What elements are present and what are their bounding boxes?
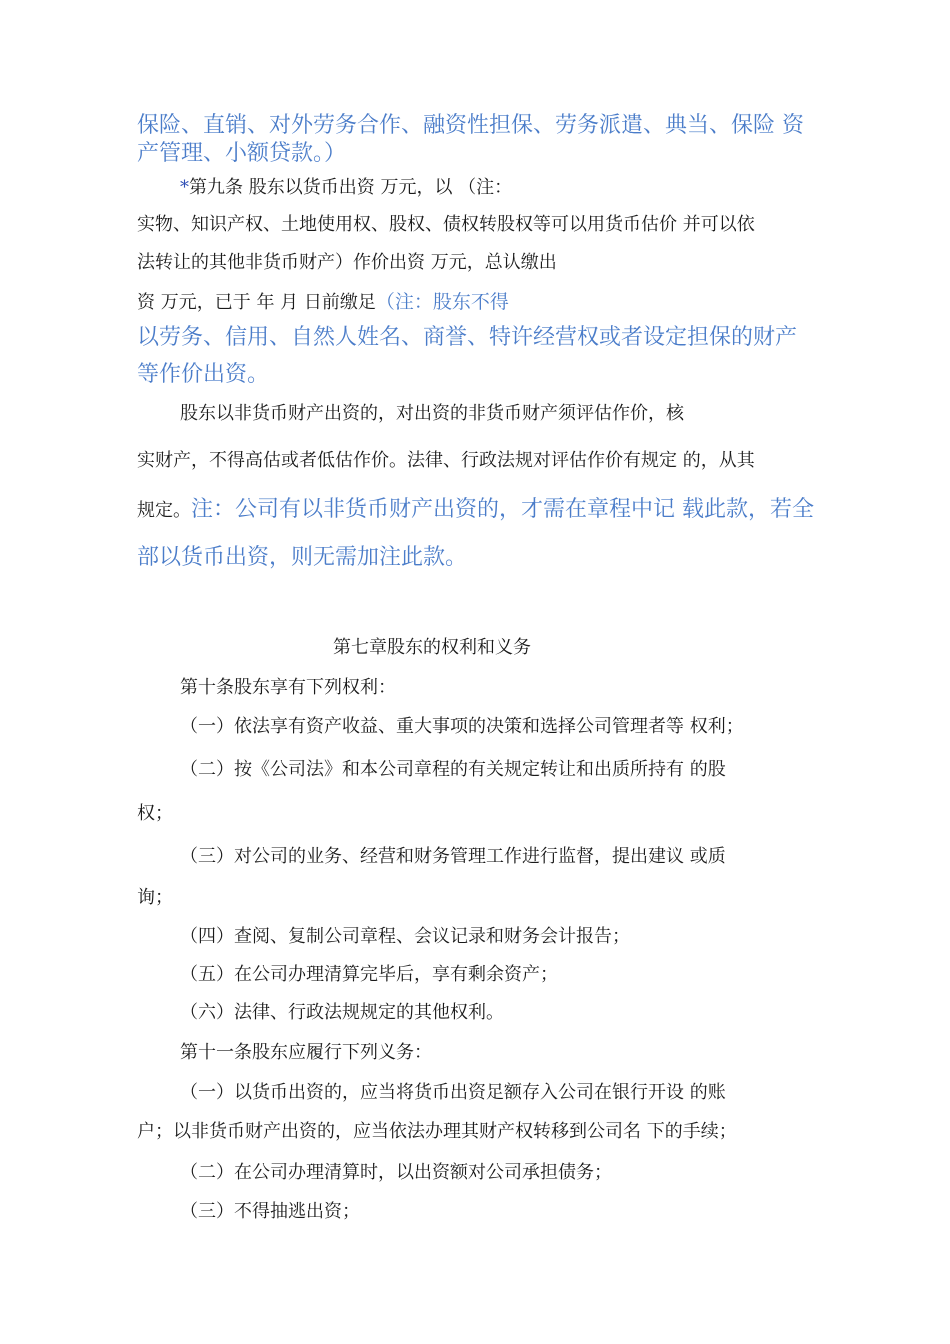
duty-item-1-cont: 户；以非货币财产出资的，应当依法办理其财产权转移到公司名 下的手续； bbox=[137, 1121, 737, 1142]
article-9-line-4 bbox=[137, 287, 509, 314]
note-line-4: 等作价出资。 bbox=[137, 362, 270, 387]
right-item-5: （五）在公司办理清算完毕后，享有剩余资产； bbox=[180, 964, 558, 985]
note-line-1: 保险、直销、对外劳务合作、融资性担保、劳务派遣、典当、保险 资 bbox=[137, 113, 804, 138]
duty-item-2: （二）在公司办理清算时，以出资额对公司承担债务； bbox=[180, 1162, 612, 1183]
right-item-3: （三）对公司的业务、经营和财务管理工作进行监督，提出建议 或质 bbox=[180, 846, 726, 867]
duty-item-3: （三）不得抽逃出资； bbox=[180, 1201, 360, 1222]
paragraph-line-3-text: 规定。 bbox=[137, 500, 191, 521]
asterisk-mark: * bbox=[180, 177, 189, 198]
right-item-2-cont: 权； bbox=[137, 803, 173, 824]
article-11-heading: 第十一条股东应履行下列义务： bbox=[180, 1042, 432, 1063]
right-item-1: （一）依法享有资产收益、重大事项的决策和选择公司管理者等 权利； bbox=[180, 716, 744, 737]
paragraph-line-3 bbox=[137, 492, 814, 523]
paragraph-line-2: 实财产，不得高估或者低估作价。法律、行政法规对评估作价有规定 的，从其 bbox=[137, 450, 755, 471]
note-inline: （注：股东不得 bbox=[375, 291, 509, 313]
paragraph-line-1: 股东以非货币财产出资的，对出资的非货币财产须评估作价，核 bbox=[180, 403, 684, 424]
right-item-3-cont: 询； bbox=[137, 887, 173, 908]
right-item-6: （六）法律、行政法规规定的其他权利。 bbox=[180, 1002, 504, 1023]
right-item-4: （四）查阅、复制公司章程、会议记录和财务会计报告； bbox=[180, 926, 630, 947]
note-line-5: 部以货币出资，则无需加注此款。 bbox=[137, 545, 468, 570]
article-9-line-2: 实物、知识产权、土地使用权、股权、债权转股权等可以用货币估价 并可以依 bbox=[137, 214, 755, 235]
article-9-line-3: 法转让的其他非货币财产）作价出资 万元，总认缴出 bbox=[137, 252, 557, 273]
duty-item-1: （一）以货币出资的，应当将货币出资足额存入公司在银行开设 的账 bbox=[180, 1082, 726, 1103]
article-9-text: 第九条 股东以货币出资 万元，以 （注： bbox=[189, 177, 513, 198]
note-paragraph: 注：公司有以非货币财产出资的，才需在章程中记 载此款，若全 bbox=[191, 497, 814, 522]
right-item-2: （二）按《公司法》和本公司章程的有关规定转让和出质所持有 的股 bbox=[180, 759, 726, 780]
note-line-3: 以劳务、信用、自然人姓名、商誉、特许经营权或者设定担保的财产 bbox=[137, 325, 798, 350]
article-9-line-4-text: 资 万元，已于 年 月 日前缴足 bbox=[137, 292, 376, 313]
chapter-title: 第七章股东的权利和义务 bbox=[333, 637, 531, 658]
note-line-2: 产管理、小额贷款。） bbox=[137, 141, 347, 166]
article-9-heading bbox=[180, 173, 512, 199]
article-10-heading: 第十条股东享有下列权利： bbox=[180, 677, 396, 698]
